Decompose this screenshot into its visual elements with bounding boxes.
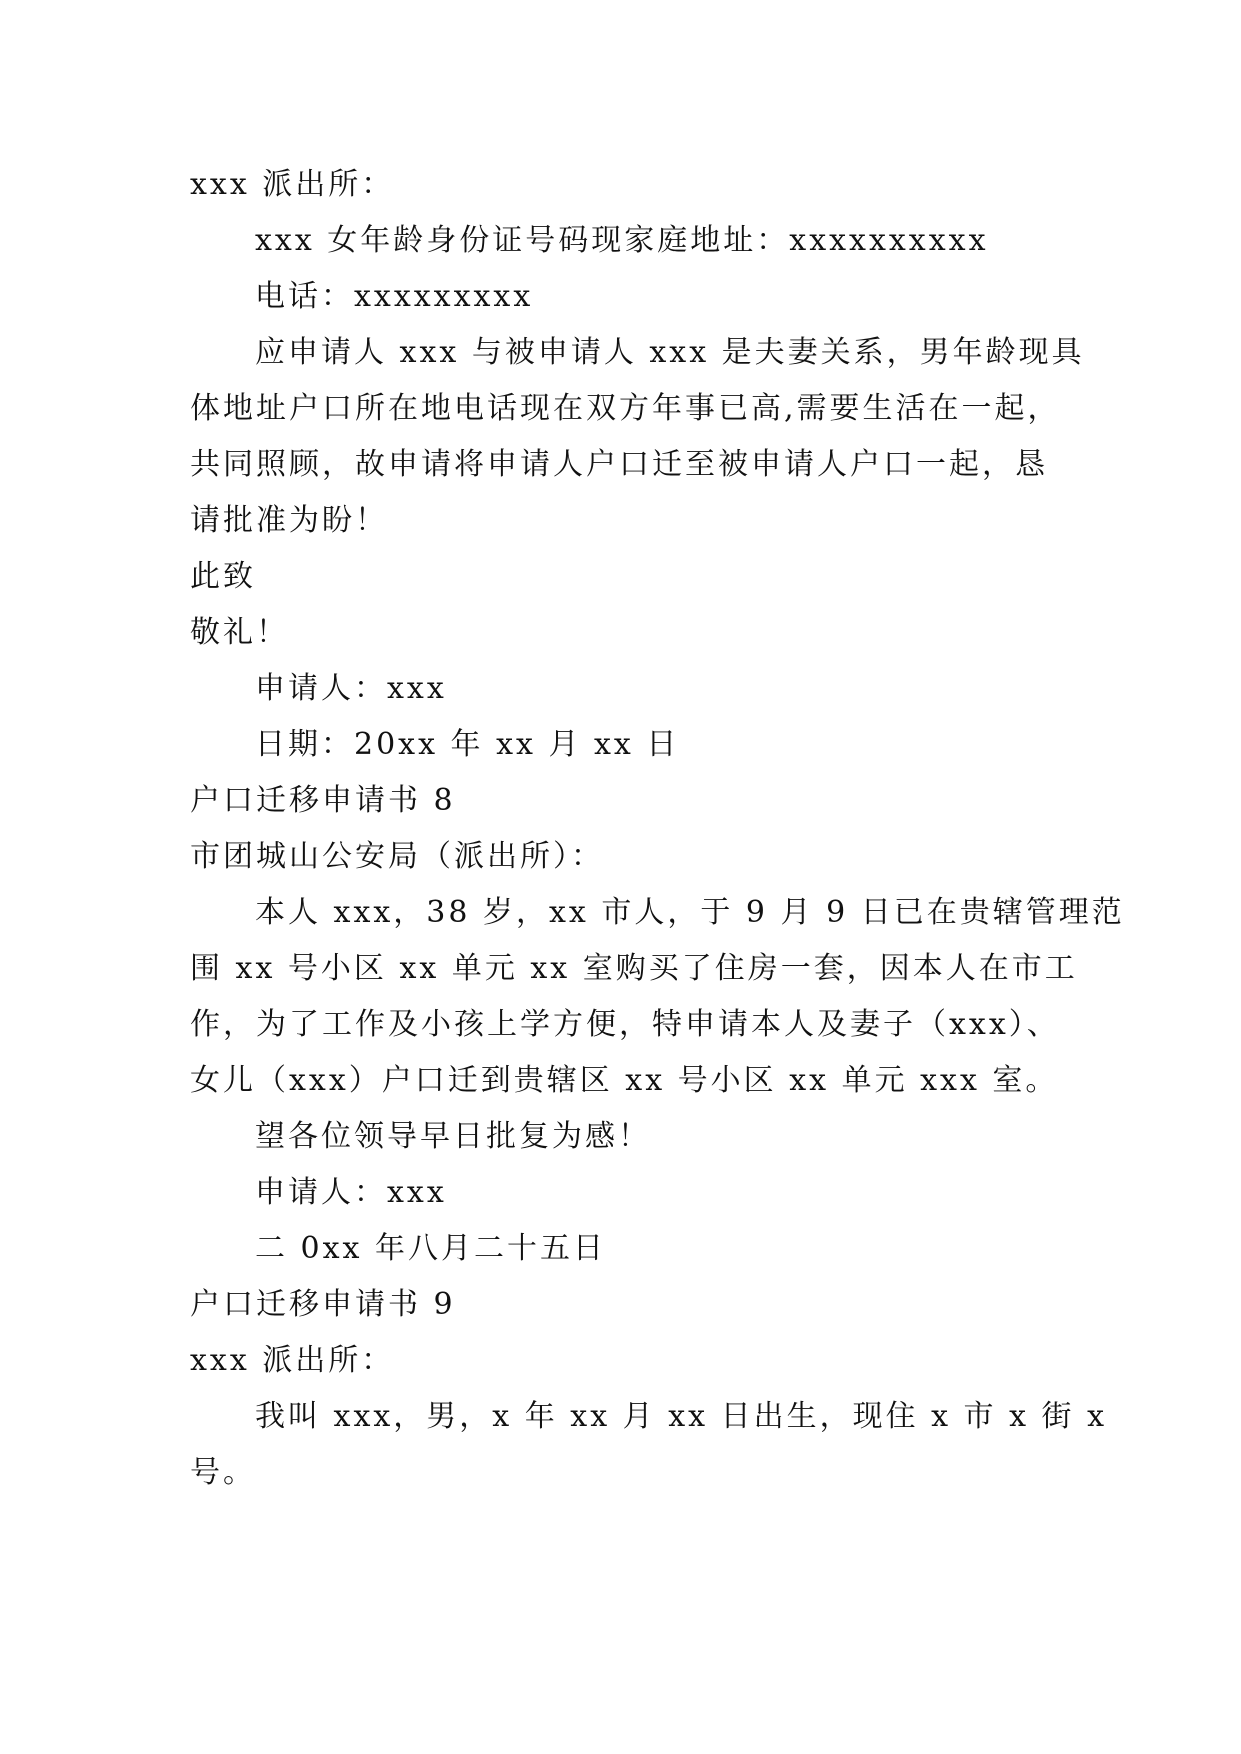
body-line: 围 xx 号小区 xx 单元 xx 室购买了住房一套，因本人在市工 xyxy=(190,951,1078,986)
closing-line: 此致 xyxy=(190,559,256,594)
body-line: 号。 xyxy=(190,1455,256,1490)
body-line: 我叫 xxx，男，x 年 xx 月 xx 日出生，现住 x 市 x 街 x xyxy=(255,1399,1108,1434)
phone-line: 电话：xxxxxxxxx xyxy=(255,279,534,314)
signer-line: 申请人：xxx xyxy=(255,1175,447,1210)
salutation: xxx 派出所： xyxy=(190,1343,395,1378)
applicant-info: xxx 女年龄身份证号码现家庭地址：xxxxxxxxxx xyxy=(255,223,989,258)
closing-line: 望各位领导早日批复为感！ xyxy=(255,1119,651,1154)
section-title: 户口迁移申请书 9 xyxy=(190,1287,456,1322)
body-line: 本人 xxx，38 岁，xx 市人，于 9 月 9 日已在贵辖管理范 xyxy=(255,895,1125,930)
body-line: 作，为了工作及小孩上学方便，特申请本人及妻子（xxx）、 xyxy=(190,1007,1060,1042)
body-line: 女儿（xxx）户口迁到贵辖区 xx 号小区 xx 单元 xxx 室。 xyxy=(190,1063,1059,1098)
section-title: 户口迁移申请书 8 xyxy=(190,783,456,818)
body-line: 体地址户口所在地电话现在双方年事已高,需要生活在一起， xyxy=(190,391,1061,426)
body-line: 请批准为盼！ xyxy=(190,503,388,538)
signer-line: 申请人：xxx xyxy=(255,671,447,706)
closing-line: 敬礼！ xyxy=(190,615,289,650)
date-line: 日期：20xx 年 xx 月 xx 日 xyxy=(255,727,680,762)
body-line: 应申请人 xxx 与被申请人 xxx 是夫妻关系，男年龄现具 xyxy=(255,335,1085,370)
salutation: 市团城山公安局（派出所）： xyxy=(190,839,604,874)
body-line: 共同照顾，故申请将申请人户口迁至被申请人户口一起，恳 xyxy=(190,447,1048,482)
date-line: 二 0xx 年八月二十五日 xyxy=(255,1231,606,1266)
salutation: xxx 派出所： xyxy=(190,167,395,202)
